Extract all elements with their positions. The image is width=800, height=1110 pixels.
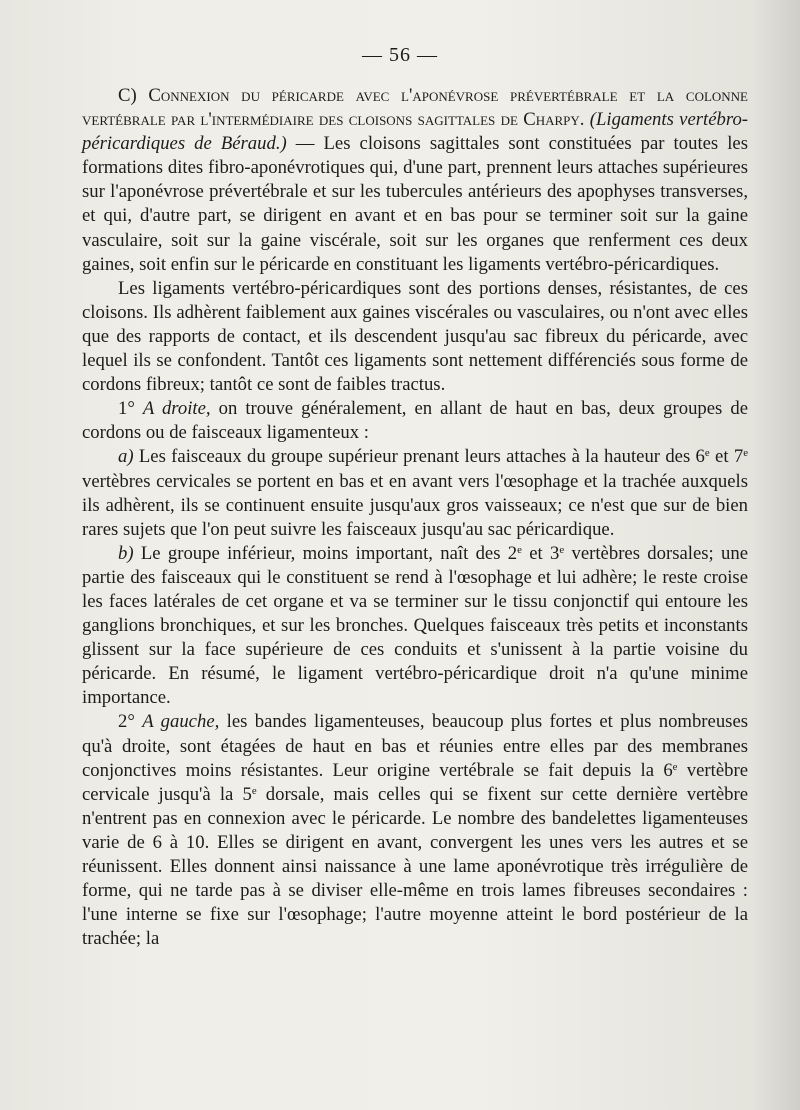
paragraph-right-side [82,397,748,445]
right-label: A droite, [142,398,211,420]
left-num: 2° [118,711,135,733]
paragraph-left-side [82,710,748,951]
section-heading-paragraph [82,84,748,277]
left-text-3: dorsale, mais celles qui se fixent sur cette dernière vertèbre n'entrent pas en connexion avec le péricarde. Le nombre des bandelettes ligamenteuses varie de 6 à 10. Elles se dirigent en avant, convergent les unes vers les autres et se réunissent. Elles donnent ainsi naissance à une lame aponévrotique très irrégulière de forme, qui ne tarde pas à se diviser elle-même en trois lames fibreuses secondaires : l'une interne se fixe sur l'œsophage; l'autre moyenne atteint le bord postérieur de la trachée; la [82,783,748,950]
left-text-1: les bandes ligamenteuses, beaucoup plus fortes et plus nombreuses qu'à droite, sont étagées de haut en bas et réunies entre elles par des membranes conjonctives moins résistantes. Leur origine vertébrale se fait depuis la 6 [82,711,749,781]
item-a-sup-2: e [743,447,748,460]
item-b-text-1: Le groupe inférieur, moins important, naît des 2 [140,542,518,564]
left-sup-1: e [672,760,678,773]
paragraph-item-b [82,542,748,711]
item-a-sup-1: e [704,447,710,460]
right-num: 1° [118,398,135,420]
italic-reference: (Ligaments vertébro-péricardiques de Béraud.) [82,109,749,155]
section-title: Connexion du péricarde avec l'aponévrose prévertébrale et la colonne vertébrale par l'intermédiaire des cloisons sagittales de Charpy. [82,85,749,131]
left-sup-2: e [251,784,257,797]
item-b-text-2: et 3 [521,542,560,564]
item-a-marker: a) [118,446,134,468]
item-a-text-3: vertèbres cervicales se portent en bas et en avant vers l'œsophage et la trachée auxquels ils adhèrent, ils se continuent ensuite jusqu'aux gros vaisseaux; ce n'est que sur de bien rares sujets que l'on peut suivre les faisceaux jusqu'au sac péricardique. [82,470,748,540]
paragraph-item-a [82,445,748,541]
item-b-marker: b) [118,542,134,564]
item-a-text-1: Les faisceaux du groupe supérieur prenant leurs attaches à la hauteur des 6 [138,446,705,468]
body-text [82,84,748,951]
left-label: A gauche, [142,711,220,733]
left-text-2: vertèbre cervicale jusqu'à la 5 [82,759,748,805]
item-b-text-3: vertèbres dorsales; une partie des faisceaux qui le constituent se rend à l'œsophage et lui adhère; le reste croise les faces latérales de cet organe et va se terminer sur le tissu conjonctif qui entoure les ganglions bronchiques, et sur les bronches. Quelques faisceaux très petits et inconstants glissent sur la face supérieure de ces conduits et s'unissent à la partie voisine du péricarde. En résumé, le ligament vertébro-péricardique droit n'a qu'une minime importance. [82,542,748,709]
item-b-sup-2: e [559,543,565,556]
right-text: on trouve généralement, en allant de haut en bas, deux groupes de cordons ou de faisceaux ligamenteux : [82,398,748,444]
section-text: — Les cloisons sagittales sont constituées par toutes les formations dites fibro-aponévrotiques qui, d'une part, prennent leurs attaches supérieures sur l'aponévrose prévertébrale et sur les tubercules antérieurs des apophyses transverses, et qui, d'autre part, se dirigent en avant et en bas pour se terminer soit sur la gaine vasculaire, soit sur la gaine viscérale, soit sur les organes que renferment ces deux gaines, soit enfin sur le péricarde en constituant les ligaments vertébro-péricardiques. [82,133,748,275]
page-number: — 56 — [362,44,438,66]
section-letter: C) [118,85,137,106]
paragraph-ligaments: Les ligaments vertébro-péricardiques sont des portions denses, résistantes, de ces cloisons. Ils adhèrent faiblement aux gaines viscérales ou vasculaires, ou n'ont avec elles que des rapports de contact, et ils descendent jusqu'au sac fibreux du péricarde, avec lequel ils se confondent. Tantôt ces ligaments sont nettement différenciés sous forme de cordons fibreux; tantôt ce sont de faibles tractus. [82,277,748,396]
item-a-text-2: et 7 [709,446,744,468]
item-b-sup-1: e [517,543,522,556]
